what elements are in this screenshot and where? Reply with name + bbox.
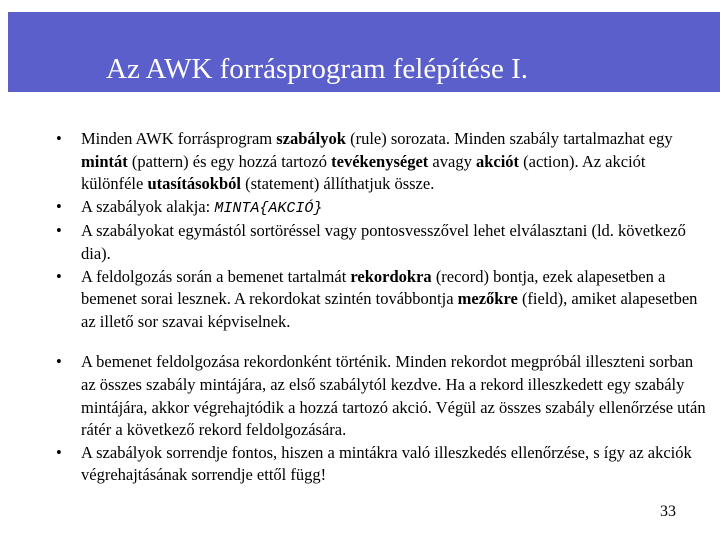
text: (field), amiket alapesetben az illető sor szavai képviselnek. bbox=[81, 289, 698, 331]
text: A szabályok alakja: bbox=[81, 196, 215, 216]
text: A szabályokat egymástól sortöréssel vagy pontosvesszővel lehet elválasztani (ld. következő dia). bbox=[81, 221, 686, 263]
title-underline bbox=[78, 103, 646, 107]
bullet-list-1 bbox=[56, 128, 708, 333]
term-szabalyok: szabályok bbox=[276, 129, 346, 148]
bullet-separators bbox=[56, 220, 708, 265]
title-bar bbox=[8, 12, 720, 92]
text: avagy bbox=[428, 151, 476, 171]
code-rule-form: MINTA{AKCIÓ} bbox=[214, 199, 323, 217]
bullet-records bbox=[56, 266, 708, 334]
page-number: 33 bbox=[660, 503, 676, 520]
term-tevekenyseget: tevékenységet bbox=[331, 151, 429, 171]
slide-title: Az AWK forrásprogram felépítése I. bbox=[106, 53, 529, 85]
term-akciot: akciót bbox=[475, 151, 520, 171]
text: (pattern) és egy hozzá tartozó bbox=[127, 151, 332, 171]
text: (action). Az akciót különféle bbox=[81, 151, 646, 194]
text: A feldolgozás során a bemenet tartalmát bbox=[81, 266, 351, 286]
text: A szabályok sorrendje fontos, hiszen a mintákra való illeszkedés ellenőrzése, s így az akciók végrehajtásának sorrendje ettől függ! bbox=[81, 442, 692, 485]
term-mezokre: mezőkre bbox=[457, 289, 518, 309]
text: Minden AWK forrásprogram bbox=[81, 129, 277, 148]
text: (record) bontja, ezek alapesetben a bemenet sorai lesznek. A rekordokat szintén továbbontja bbox=[81, 266, 666, 309]
bullet-list-2 bbox=[56, 351, 708, 487]
bullet-processing bbox=[56, 351, 708, 441]
text: (rule) sorozata. Minden szabály tartalmazhat egy bbox=[345, 129, 673, 148]
text: (statement) állíthatjuk össze. bbox=[240, 174, 435, 194]
bullet-rules bbox=[56, 128, 708, 196]
slide-body bbox=[56, 128, 708, 487]
bullet-rule-form bbox=[56, 196, 708, 221]
bullet-order bbox=[56, 442, 708, 487]
text: A bemenet feldolgozása rekordonként történik. Minden rekordot megpróbál illeszteni sorban az összes szabály mintájára, az első szabálytól kezdve. Ha a rekord illeszkedett egy szabály mintájára, akkor végrehajtódik a hozzá tartozó akció. Végül az összes szabály ellenőrzése után rátér a következő rekord feldolgozására. bbox=[81, 352, 706, 440]
term-rekordokra: rekordokra bbox=[350, 266, 432, 286]
term-utasitasokbol: utasításokból bbox=[147, 174, 241, 194]
term-mintat: mintát bbox=[81, 151, 128, 171]
